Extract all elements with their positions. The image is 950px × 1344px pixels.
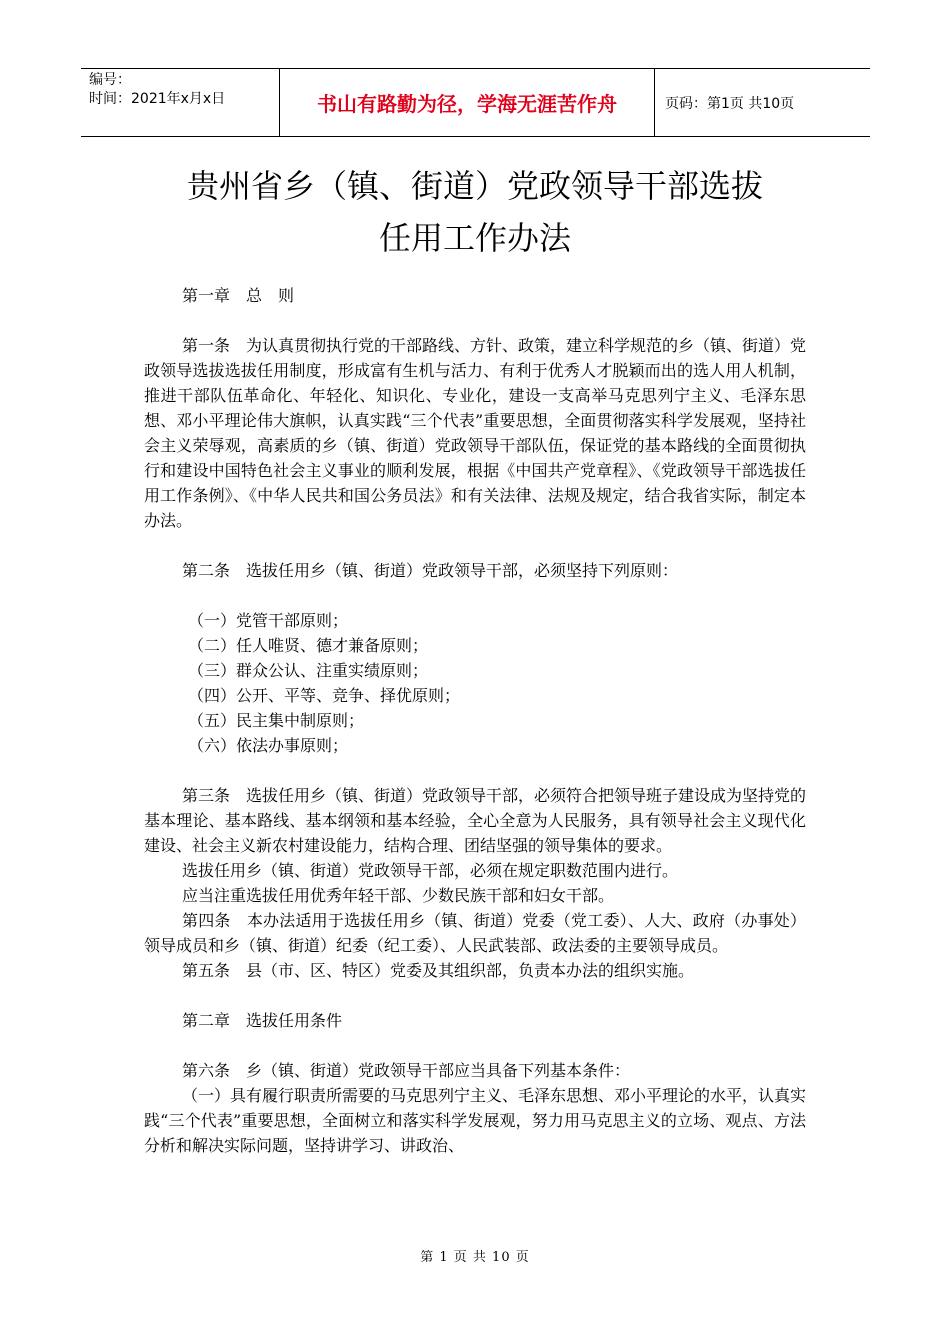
- article-6-item-1: （一）具有履行职责所需要的马克思列宁主义、毛泽东思想、邓小平理论的水平，认真实践“三个代表”重要思想，全面树立和落实科学发展观，努力用马克思主义的立场、观点、方法分析和解决实际问题，坚持讲学习、讲政治、: [144, 1086, 807, 1155]
- title-line-1: 贵州省乡（镇、街道）党政领导干部选拔: [186, 167, 763, 205]
- title-line-2: 任用工作办法: [378, 219, 571, 257]
- article-3-paragraph: 应当注重选拔任用优秀年轻干部、少数民族干部和妇女干部。: [182, 886, 615, 905]
- chapter-heading: 第二章 选拔任用条件: [182, 1011, 343, 1030]
- header-table: [81, 68, 870, 137]
- header-page-label: 页码：第1页 共10页: [665, 95, 795, 112]
- article-5: 第五条 县（市、区、特区）党委及其组织部，负责本办法的组织实施。: [182, 961, 695, 980]
- article-6: 第六条 乡（镇、街道）党政领导干部应当具备下列基本条件：: [182, 1061, 631, 1080]
- principle-item: （四）公开、平等、竞争、择优原则；: [188, 686, 461, 705]
- principle-item: （六）依法办事原则；: [188, 736, 349, 755]
- header-meta: [81, 69, 280, 136]
- article-3: 第三条 选拔任用乡（镇、街道）党政领导干部，必须符合把领导班子建设成为坚持党的基本理论、基本路线、基本纲领和基本经验，全心全意为人民服务，具有领导社会主义现代化建设、社会主义新农村建设能力，结构合理、团结坚强的领导集体的要求。: [144, 786, 807, 855]
- header-motto: 书山有路勤为径，学海无涯苦作舟: [280, 69, 655, 136]
- principle-item: （三）群众公认、注重实绩原则；: [188, 661, 429, 680]
- page-footer: 第 1 页 共 10 页: [420, 1250, 530, 1265]
- chapter-heading: 第一章 总 则: [182, 286, 295, 305]
- document-body: [144, 283, 806, 1158]
- principle-item: （五）民主集中制原则；: [188, 711, 365, 730]
- principle-item: （一）党管干部原则；: [188, 611, 349, 630]
- article-2: 第二条 选拔任用乡（镇、街道）党政领导干部，必须坚持下列原则：: [182, 561, 679, 580]
- time-label: 时间：2021年x月x日: [89, 91, 226, 107]
- principle-item: （二）任人唯贤、德才兼备原则；: [188, 636, 429, 655]
- article-4: 第四条 本办法适用于选拔任用乡（镇、街道）党委（党工委）、人大、政府（办事处）领导成员和乡（镇、街道）纪委（纪工委）、人民武装部、政法委的主要领导成员。: [144, 911, 806, 955]
- article-1: 第一条 为认真贯彻执行党的干部路线、方针、政策，建立科学规范的乡（镇、街道）党政领导选拔选拔任用制度，形成富有生机与活力、有利于优秀人才脱颖而出的选人用人机制，推进干部队伍革命化、年轻化、知识化、专业化，建设一支高举马克思列宁主义、毛泽东思想、邓小平理论伟大旗帜，认真实践“三个代表”重要思想，全面贯彻落实科学发展观，坚持社会主义荣辱观，高素质的乡（镇、街道）党政领导干部队伍，保证党的基本路线的全面贯彻执行和建设中国特色社会主义事业的顺利发展，根据《中国共产党章程》、《党政领导干部选拔任用工作条例》、《中华人民共和国公务员法》和有关法律、法规及规定，结合我省实际，制定本办法。: [144, 336, 807, 530]
- article-3-paragraph: 选拔任用乡（镇、街道）党政领导干部，必须在规定职数范围内进行。: [182, 861, 679, 880]
- number-label: 编号：: [89, 72, 131, 88]
- document-title: [0, 160, 950, 264]
